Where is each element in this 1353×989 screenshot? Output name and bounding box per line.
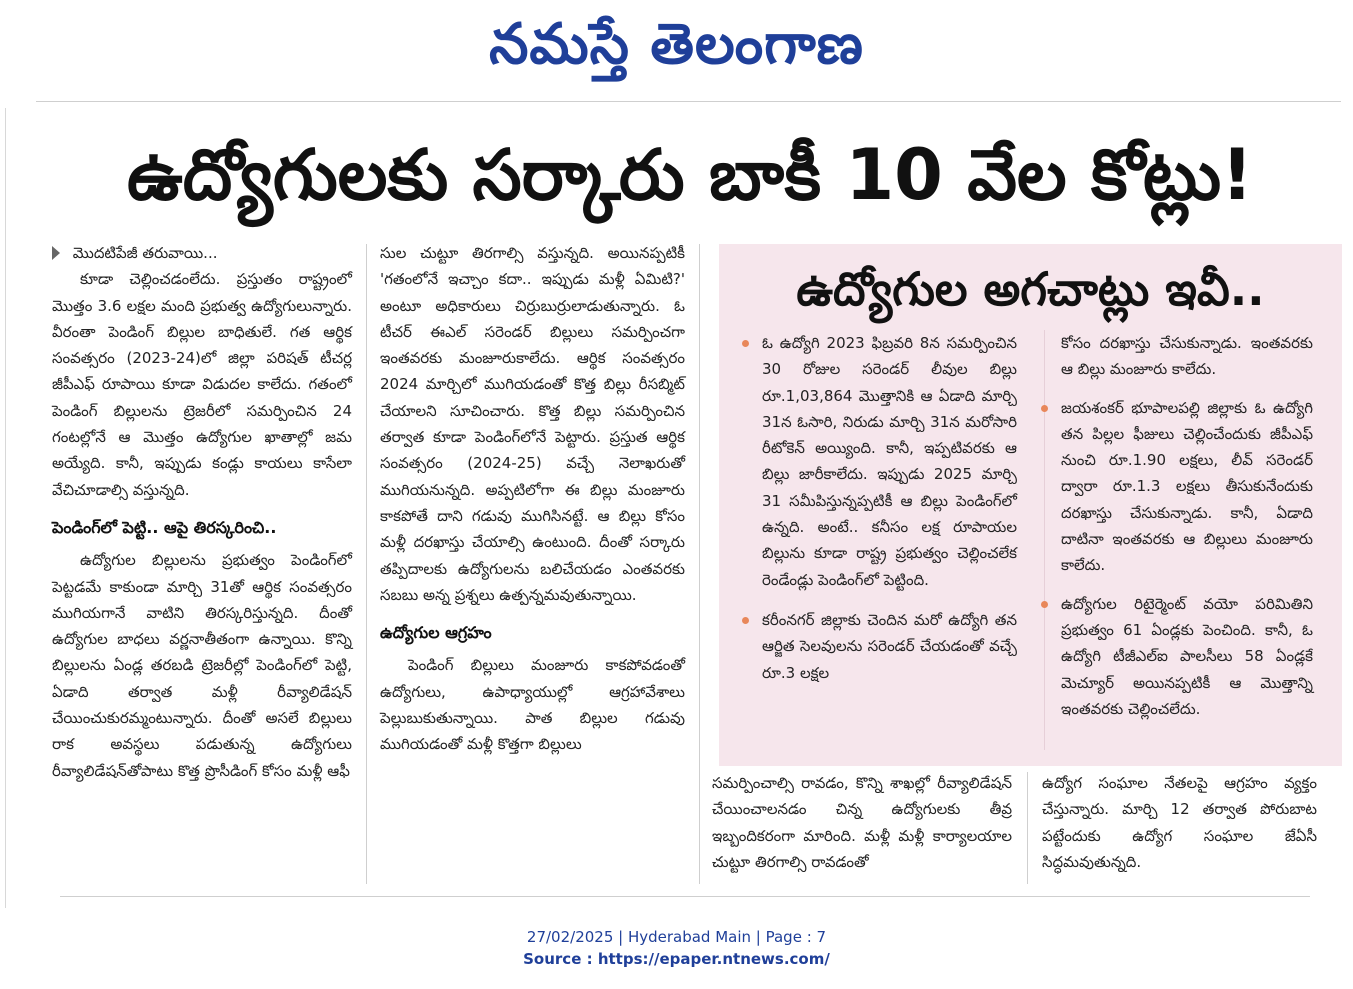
article-column-1 xyxy=(52,240,352,784)
col1-subhead: పెండింగ్‌లో పెట్టి.. ఆపై తిరస్కరించి.. xyxy=(52,517,277,537)
sidebar-box-divider xyxy=(1044,330,1045,750)
sidebar-bullet-3-text: జయశంకర్ భూపాలపల్లి జిల్లాకు ఓ ఉద్యోగి తన పిల్లల ఫీజులు చెల్లించేందుకు జీపీఎఫ్ నుంచి రూ.1.90 లక్షలు, లీవ్ సరెండర్ ద్వారా రూ.1.3 లక్షలు తీసుకునేందుకు దరఖాస్తు చేసుకున్నాడు. కానీ, ఏడాది దాటినా ఇంతవరకు ఆ బిల్లులు మంజూరు కాలేదు. xyxy=(1061,398,1313,575)
article-column-2 xyxy=(380,240,685,758)
footer-source-link[interactable]: Source : https://epaper.ntnews.com/ xyxy=(523,950,830,968)
col2-subhead: ఉద్యోగుల ఆగ్రహం xyxy=(380,623,492,643)
continued-from-label: మొదటిపేజీ తరువాయి... xyxy=(72,244,218,262)
col1-paragraph-2: ఉద్యోగుల బిల్లులను ప్రభుత్వం పెండింగ్‌లో పెట్టడమే కాకుండా మార్చి 31తో ఆర్థిక సంవత్సరం ముగియగానే వాటిని తిరస్కరిస్తున్నది. దీంతో ఉద్యోగుల బాధలు వర్ణనాతీతంగా ఉన్నాయి. కొన్ని బిల్లులను ఏండ్ల తరబడి ట్రెజరీల్లో పెండింగ్‌లో పెట్టి, ఏడాది తర్వాత మళ్లీ రీవ్యాలిడేషన్ చేయించుకురమ్మంటున్నారు. దీంతో అసలే బిల్లులు రాక అవస్థలు పడుతున్న ఉద్యోగులు రీవ్యాలిడేషన్‌తోపాటు కొత్త ప్రొసీడింగ్ కోసం మళ్లీ ఆఫీ xyxy=(52,551,352,780)
sidebar-right-continuation: కోసం దరఖాస్తు చేసుకున్నాడు. ఇంతవరకు ఆ బిల్లు మంజూరు కాలేదు. xyxy=(1061,334,1313,379)
column-divider-1 xyxy=(366,244,367,884)
sidebar-bullet-4-text: ఉద్యోగుల రిటైర్మెంట్ వయో పరిమితిని ప్రభుత్వం 61 ఏండ్లకు పెంచింది. కానీ, ఓ ఉద్యోగి టీజీఎల్ఐ పాలసీలు 58 ఏండ్లకే మెచ్యూర్ అయినప్పటికీ ఆ మొత్తాన్ని ఇంతవరకు చెల్లించలేదు. xyxy=(1061,594,1313,718)
sidebar-bullet-1-text: ఓ ఉద్యోగి 2023 ఫిబ్రవరి 8న సమర్పించిన 30 రోజుల సరెండర్ లీవుల బిల్లు రూ.1,03,864 మొత్తానికి ఆ ఏడాది మార్చి 31న ఓసారి, నిరుడు మార్చి 31న మరోసారి రీటోకెన్ అయ్యింది. కానీ, ఇప్పటివరకు ఆ బిల్లు జారీకాలేదు. ఇప్పుడు 2025 మార్చి 31 సమీపిస్తున్నప్పటికీ ఆ బిల్లు పెండింగ్‌లో ఉన్నది. అంటే.. కనీసం లక్ష రూపాయల బిల్లును కూడా రాష్ట్ర ప్రభుత్వం చెల్లించలేక రెండేండ్లు పెండింగ్‌లో పెట్టింది. xyxy=(762,334,1017,589)
bottom-divider xyxy=(60,896,1310,897)
sidebar-bullet-3 xyxy=(1061,395,1313,579)
continued-from-line xyxy=(52,240,352,266)
continue-arrow-icon xyxy=(52,246,60,260)
col2-paragraph-1: సుల చుట్టూ తిరగాల్సి వస్తున్నది. అయినప్పటికీ 'గతంలోనే ఇచ్చాం కదా.. ఇప్పుడు మళ్లీ ఏమిటి?' అంటూ అధికారులు చిర్రుబుర్రులాడుతున్నారు. ఓ టీచర్ ఈఎల్ సరెండర్ బిల్లులు సమర్పించగా ఇంతవరకు మంజూరుకాలేదు. ఆర్థిక సంవత్సరం 2024 మార్చిలో ముగియడంతో కొత్త బిల్లు రీసబ్మిట్ చేయాలని సూచించారు. కొత్త బిల్లు సమర్పించిన తర్వాత కూడా పెండింగ్‌లోనే పెట్టారు. ప్రస్తుత ఆర్థిక సంవత్సరం (2024-25) వచ్చే నెలాఖరుతో ముగియనున్నది. అప్పటిలోగా ఈ బిల్లు మంజూరు కాకపోతే దాని గడువు ముగిసినట్టే. ఆ బిల్లు కోసం మళ్లీ దరఖాస్తు చేయాల్సి ఉంటుంది. దీంతో సర్కారు తప్పిదాలకు ఉద్యోగులను బలిచేయడం ఎంతవరకు సబబు అన్న ప్రశ్నలు ఉత్పన్నమవుతున్నాయి. xyxy=(380,244,685,604)
col1-paragraph-1: కూడా చెల్లించడంలేదు. ప్రస్తుతం రాష్ట్రంలో మొత్తం 3.6 లక్షల మంది ప్రభుత్వ ఉద్యోగులున్నారు. వీరంతా పెండింగ్ బిల్లుల బాధితులే. గత ఆర్థిక సంవత్సరం (2023-24)లో జిల్లా పరిషత్ టీచర్ల జీపీఎఫ్ రూపాయి కూడా విడుదల కాలేదు. గతంలో పెండింగ్ బిల్లులను ట్రెజరీలో సమర్పించిన 24 గంటల్లోనే ఆ మొత్తం ఉద్యోగుల ఖాతాల్లో జమ అయ్యేది. కానీ, ఇప్పుడు కండ్లు కాయలు కాసేలా వేచిచూడాల్సి వస్తున్నది. xyxy=(52,270,352,499)
column-divider-2 xyxy=(699,244,700,884)
sidebar-bullet-1 xyxy=(762,330,1017,593)
sidebar-bullet-4 xyxy=(1061,591,1313,722)
footer-edition-info: 27/02/2025 | Hyderabad Main | Page : 7 xyxy=(526,928,827,946)
bullet-dot-icon xyxy=(1041,405,1048,412)
bullet-dot-icon xyxy=(742,340,749,347)
top-divider xyxy=(36,101,1341,102)
column-divider-3 xyxy=(1027,772,1028,884)
left-edge-line xyxy=(5,108,6,908)
masthead-logo: నమస్తే తెలంగాణ xyxy=(489,11,864,77)
article-column-4-bottom xyxy=(1042,770,1317,875)
bullet-dot-icon xyxy=(742,617,749,624)
article-column-3-bottom xyxy=(712,770,1012,875)
sidebar-bullet-2 xyxy=(762,607,1017,686)
col3-bottom-paragraph: సమర్పించాల్సి రావడం, కొన్ని శాఖల్లో రీవ్యాలిడేషన్ చేయించాలనడం చిన్న ఉద్యోగులకు తీవ్ర ఇబ్బందికరంగా మారింది. మళ్లీ మళ్లీ కార్యాలయాల చుట్టూ తిరగాల్సి రావడంతో xyxy=(712,774,1012,871)
col4-bottom-paragraph: ఉద్యోగ సంఘాల నేతలపై ఆగ్రహం వ్యక్తం చేస్తున్నారు. మార్చి 12 తర్వాత పోరుబాట పట్టేందుకు ఉద్యోగ సంఘాల జేఏసీ సిద్ధమవుతున్నది. xyxy=(1042,774,1317,871)
bullet-dot-icon xyxy=(1041,601,1048,608)
sidebar-box-column-1 xyxy=(762,330,1017,686)
sidebar-box-column-2 xyxy=(1061,330,1313,722)
sidebar-box xyxy=(719,244,1342,766)
headline: ఉద్యోగులకు సర్కారు బాకీ 10 వేల కోట్లు! xyxy=(126,134,1254,216)
col2-paragraph-2: పెండింగ్ బిల్లులు మంజూరు కాకపోవడంతో ఉద్యోగులు, ఉపాధ్యాయుల్లో ఆగ్రహావేశాలు పెల్లుబుకుతున్నాయి. పాత బిల్లుల గడువు ముగియడంతో మళ్లీ కొత్తగా బిల్లులు xyxy=(380,656,685,754)
sidebar-box-title: ఉద్యోగుల అగచాట్లు ఇవీ.. xyxy=(796,262,1265,316)
sidebar-bullet-2-text: కరీంనగర్ జిల్లాకు చెందిన మరో ఉద్యోగి తన ఆర్జిత సెలవులను సరెండర్ చేయడంతో వచ్చే రూ.3 లక్షల xyxy=(762,610,1017,682)
